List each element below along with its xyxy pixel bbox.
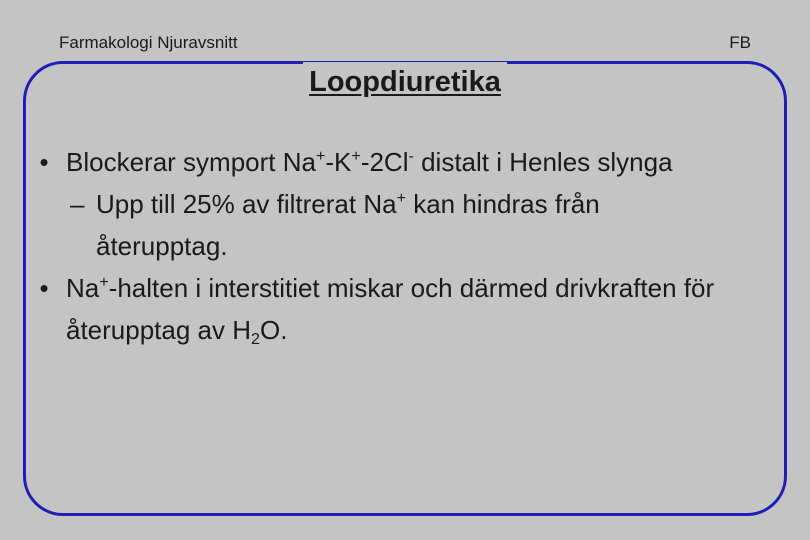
superscript: + <box>315 147 326 166</box>
bullet-marker: • <box>39 147 49 177</box>
bullet-item <box>30 141 770 183</box>
text-run: O. <box>259 315 288 345</box>
bullet-item <box>30 267 770 351</box>
sub-bullet-marker: – <box>70 189 85 219</box>
text-run: Blockerar symport Na <box>66 147 316 177</box>
superscript: + <box>351 147 361 166</box>
text-run: -halten i interstitiet miskar och därmed drivkraften för återupptag av H <box>66 273 715 345</box>
slide-title: Loopdiuretika <box>303 62 507 102</box>
bullet-text <box>66 273 715 349</box>
text-run: Na <box>66 273 100 303</box>
bullet-text <box>66 147 673 177</box>
superscript: + <box>99 273 109 292</box>
course-label: Farmakologi Njuravsnitt <box>59 33 238 52</box>
text-run: kan hindras från återupptag. <box>96 189 600 261</box>
superscript: + <box>396 189 406 208</box>
bullet-marker: • <box>39 273 49 303</box>
sub-bullet-text <box>96 183 730 267</box>
text-run: Upp till 25% av filtrerat Na <box>96 189 397 219</box>
superscript: - <box>408 147 414 166</box>
text-run: -K <box>325 147 352 177</box>
sub-bullet-item <box>30 183 770 267</box>
text-run: distalt i Henles slynga <box>413 147 673 177</box>
author-initials: FB <box>729 33 751 52</box>
subscript: 2 <box>251 330 260 349</box>
slide-content <box>30 141 770 351</box>
title-wrap <box>0 62 810 102</box>
text-run: -2Cl <box>360 147 409 177</box>
